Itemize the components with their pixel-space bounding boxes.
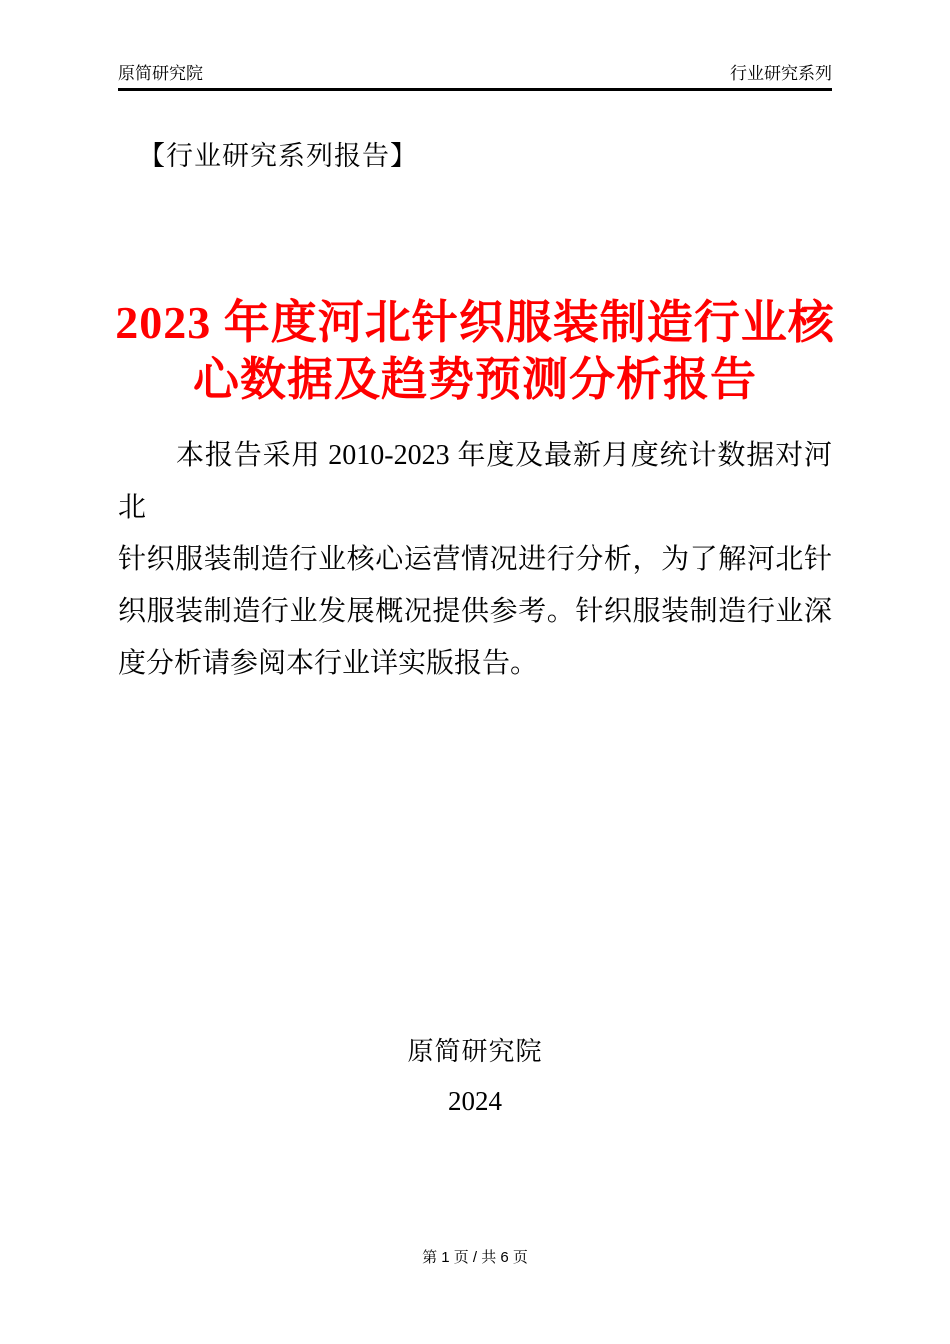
report-title xyxy=(60,294,890,408)
publisher-name: 原简研究院 xyxy=(407,1037,543,1066)
abstract-line-1: 本报告采用 2010-2023 年度及最新月度统计数据对河北 xyxy=(118,440,832,523)
abstract-line-3: 织服装制造行业发展概况提供参考。针织服装制造行业深 xyxy=(118,596,832,627)
abstract-paragraph xyxy=(118,430,832,690)
header-series-name: 行业研究系列 xyxy=(730,64,832,83)
abstract-line-4: 度分析请参阅本行业详实版报告。 xyxy=(118,648,539,679)
header-org-name: 原简研究院 xyxy=(118,64,203,83)
series-label: 【行业研究系列报告】 xyxy=(138,141,418,171)
page-footer xyxy=(0,1246,950,1267)
abstract-line-2: 针织服装制造行业核心运营情况进行分析，为了解河北针 xyxy=(118,544,832,575)
header-divider-rule xyxy=(118,88,832,91)
report-title-line1: 2023 年度河北针织服装制造行业核 xyxy=(115,297,835,348)
page-number-indicator: 第 1 页 / 共 6 页 xyxy=(422,1249,528,1266)
page-header xyxy=(118,62,832,86)
publish-year: 2024 xyxy=(448,1086,502,1116)
report-title-line2: 心数据及趋势预测分析报告 xyxy=(193,354,757,405)
